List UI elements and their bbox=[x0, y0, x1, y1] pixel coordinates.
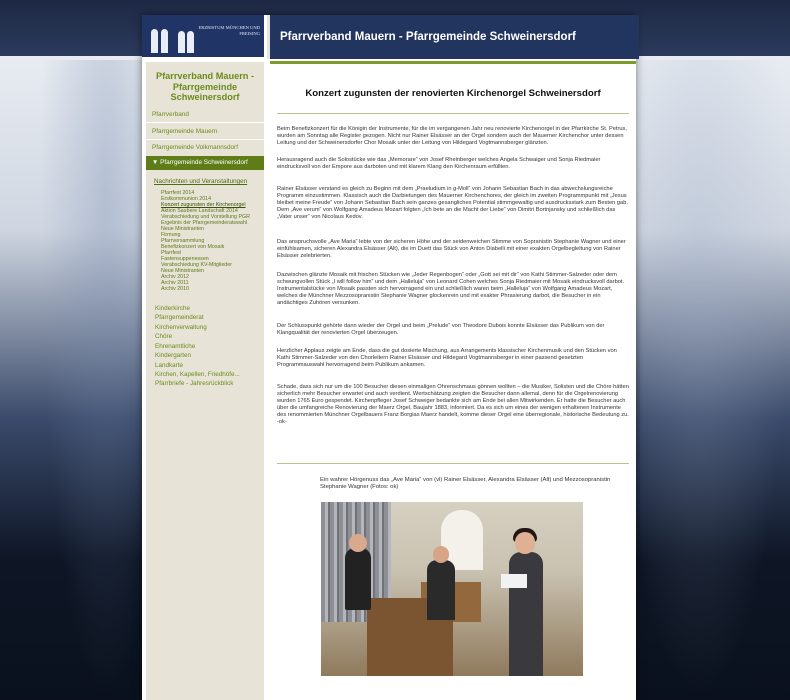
submenu-item[interactable]: Neue Ministranten bbox=[161, 226, 204, 232]
submenu-item[interactable]: Verabschiedung KV-Mitglieder bbox=[161, 262, 232, 268]
background-dome-right bbox=[640, 60, 790, 700]
submenu-item[interactable]: Archiv 2010 bbox=[161, 286, 189, 292]
sidebar-divider bbox=[146, 139, 264, 140]
sidebar-item[interactable]: Ehrenamtliche bbox=[155, 343, 196, 350]
sidebar-item-pfarrverband[interactable]: Pfarrverband bbox=[152, 111, 189, 118]
sidebar-item-volkmannsdorf[interactable]: Pfarrgemeinde Volkmannsdorf bbox=[152, 144, 238, 151]
sidebar-item[interactable]: Pfarrbriefe - Jahresrückblick bbox=[155, 380, 234, 387]
submenu-item-current[interactable]: Konzert zugunsten der Kirchenorgel bbox=[161, 202, 246, 208]
photo-caption: Ein wahrer Hörgenuss das „Ave Maria“ von (vl) Rainer Elsässer, Alexandra Elsässer (Alt) und Mezzosopranistin Stephanie Wagner (Fotos: ok) bbox=[320, 477, 611, 491]
article-paragraph: Herausragend auch die Solostücke wie das „Memorare“ von Josef Rheinberger welches Angela Schwaiger und Sonja Riedmaier eindrucksvoll von der Empore aus darboten und mit klarem Klang den Kirchenraum erfüllten. bbox=[277, 157, 601, 171]
article-paragraph: Herzlicher Applaus zeigte am Ende, dass die gut dosierte Mischung, aus Arrangements klassischer Kirchenmusik und den Stücken von Kathi Stimmer-Salzeder von den Chorleitern Rainer Elsässer und Hildegard Vogtmannsberger in einer passend gesetzten Programmauswahl hervorragend beim Publikum ankamen. bbox=[277, 348, 617, 369]
singer-soprano-head bbox=[515, 532, 535, 554]
submenu-item[interactable]: Verabschiedung und Vorstellung PGR bbox=[161, 214, 250, 220]
background-dome-left bbox=[40, 60, 150, 700]
sidebar-item[interactable]: Chöre bbox=[155, 333, 173, 340]
singer-alto-figure bbox=[427, 560, 455, 620]
sidebar-item-schweinersdorf[interactable] bbox=[146, 156, 264, 170]
article-paragraph: Rainer Elsässer verstand es gleich zu Beginn mit dem „Praeludium in g-Moll“ von Johann Sebastian Bach in das abwechslungsreiche Programm einzustimmen. Klassisch auch die Darbietungen des Mauerner Kirchenchores, der gleich im zweiten Programmpunkt mit „Jesus bleibet meine Freude“ von Johann Sebastian Bach sein ganzes gesangliches Potential stimmgewaltig und ausdrucksstark zum Besten gab. Dem „Ave verum“ von Wolfgang Amadeus Mozart folgten „Ich bete an die Macht der Liebe“ von Dimitri Bortnjansky und schließlich das „Vater unser“ von Nicolaus Kedov. bbox=[277, 186, 628, 221]
organist-figure bbox=[345, 548, 371, 610]
sidebar-item-mauern[interactable]: Pfarrgemeinde Mauern bbox=[152, 128, 218, 135]
submenu-item[interactable]: Firmung bbox=[161, 232, 181, 238]
sidebar-item[interactable]: Landkarte bbox=[155, 362, 184, 369]
article-paragraph: Beim Benefizkonzert für die Königin der Instrumente, für die im vergangenen Jahr neu renovierte Kirchenorgel in der Pfarrkirche St. Petrus, wurden am Sonntag alle Register gezogen. Nicht nur Rainer Elsässer an der Orgel sondern auch der Mauerner Kirchenchor unter dessen Leitung und der Schweinersdorfer Chor Mosaik unter der Leitung von Hildegard Vogtmannsberger glänzten. bbox=[277, 126, 627, 147]
sidebar-item[interactable]: Pfarrgemeinderat bbox=[155, 314, 204, 321]
article-paragraph: Das anspruchsvolle „Ave Maria“ lebte von der sicheren Höhe und der seidenweichen Stimme von Sopranistin Stephanie Wagner und einer einfühlsamen, sicheren Alexandra Elsässer (Alt), die im Duett das Stück von Anton Diabelli mit einer exakten Orgelbegleitung von Rainer Elsässer zelebrierten. bbox=[277, 239, 626, 260]
diocese-logo[interactable] bbox=[142, 15, 264, 57]
logo-text: ERZBISTUM MÜNCHEN UND FREISING bbox=[198, 25, 260, 36]
tower-icon bbox=[187, 31, 194, 53]
submenu-heading[interactable]: Nachrichten und Veranstaltungen bbox=[154, 178, 248, 185]
tower-icon bbox=[178, 31, 185, 53]
singer-alto-head bbox=[433, 546, 449, 563]
sidebar-item-label: ▼ Pfarrgemeinde Schweinersdorf bbox=[152, 159, 248, 166]
concert-photo[interactable] bbox=[321, 502, 583, 676]
article-paragraph: Der Schlusspunkt gehörte dann wieder der Orgel und beim „Prelude“ von Theodore Dubois konnte Elsässer das Publikum von der Klangqualität der renovierten Orgel überzeugen. bbox=[277, 323, 605, 337]
article-paragraph: Schade, dass sich nur um die 100 Besucher diesen einmaligen Ohrenschmaus gönnen wollten – die Musiker, Solisten und die Chöre hätten sicherlich mehr Besucher erwartet und auch verdient. Wertschätzung zeigten die Besucher dann allemal, denn für die Orgelrenovierung wurden 1765 Euro gespendet. Kirchenpfleger Josef Schweiger bedankte sich am Ende bei allen Mitwirkenden. Er hatte die Besucher auch über die umfangreiche Renovierung der Maerz Orgel, Baujahr 1883, informiert. Da es sich um eines der wenigen erhaltenen Instrumente des renommierten Münchner Orgelbauers Franz Borgias Maerz handelt, komme dieser Orgel eine überregionale, historische Bedeutung zu. -ok- bbox=[277, 384, 629, 426]
submenu-item[interactable]: Archiv 2012 bbox=[161, 274, 189, 280]
sidebar-divider bbox=[146, 122, 264, 123]
site-title: Pfarrverband Mauern - Pfarrgemeinde Schweinersdorf bbox=[280, 31, 576, 43]
sidebar-item[interactable]: Kirchen, Kapellen, Friedhöfe... bbox=[155, 371, 240, 378]
article-paragraph: Dazwischen glänzte Mosaik mit frischen Stücken wie „Jeder Regenbogen“ oder „Gott sei mit dir“ von Kathi Stimmer-Salzeder oder dem schwungvollen Stück „I will follow him“ und dem „Halleluja“ von Leonard Cohen welches Sonja Riedmaier mit Mosaik eindrucksvoll darbot. Instrumentalstücke von Mosaik passten sich hervorragend ein und schließlich waren beim „Halleluja“ von Wolfgang Amadeus Mozart, welches die Münchner Mezzosopranistin Stephanie Wagner glockenrein und mit exakter Phrasierung darbot, die Besucher in ein andächtiges Zuhören versunken. bbox=[277, 272, 625, 307]
sidebar-title: Pfarrverband Mauern - Pfarrgemeinde Schweinersdorf bbox=[155, 71, 255, 102]
singer-soprano-figure bbox=[509, 552, 543, 676]
sidebar-item[interactable]: Kinderkirche bbox=[155, 305, 190, 312]
sheet-music bbox=[501, 574, 527, 588]
submenu-item[interactable]: Benefizkonzert von Mosaik bbox=[161, 244, 225, 250]
submenu-item[interactable]: Archiv 2011 bbox=[161, 280, 189, 286]
submenu-item[interactable]: Neue Ministranten bbox=[161, 268, 204, 274]
sidebar-item[interactable]: Kirchenverwaltung bbox=[155, 324, 207, 331]
submenu-item[interactable]: Pfarrversammlung bbox=[161, 238, 205, 244]
sidebar-item[interactable]: Kindergarten bbox=[155, 352, 192, 359]
submenu-item[interactable]: Ergebnis der Pfarrgemeinderatswahl bbox=[161, 220, 247, 226]
submenu-item[interactable]: Fastensuppenessen bbox=[161, 256, 209, 262]
tower-icon bbox=[161, 29, 168, 53]
article-title: Konzert zugunsten der renovierten Kirchenorgel Schweinersdorf bbox=[305, 88, 601, 99]
submenu-item[interactable]: Pfarrfest 2014 bbox=[161, 190, 195, 196]
submenu-item[interactable]: Erstkommunion 2014 bbox=[161, 196, 212, 202]
header-accent-line bbox=[270, 61, 636, 64]
submenu-item[interactable]: Pfarrfest bbox=[161, 250, 182, 256]
title-divider bbox=[277, 113, 629, 114]
section-divider bbox=[277, 463, 629, 464]
tower-icon bbox=[151, 29, 158, 53]
submenu-item[interactable]: Aktion Saubere Landschaft 2014 bbox=[161, 208, 238, 214]
organist-head bbox=[349, 534, 367, 552]
